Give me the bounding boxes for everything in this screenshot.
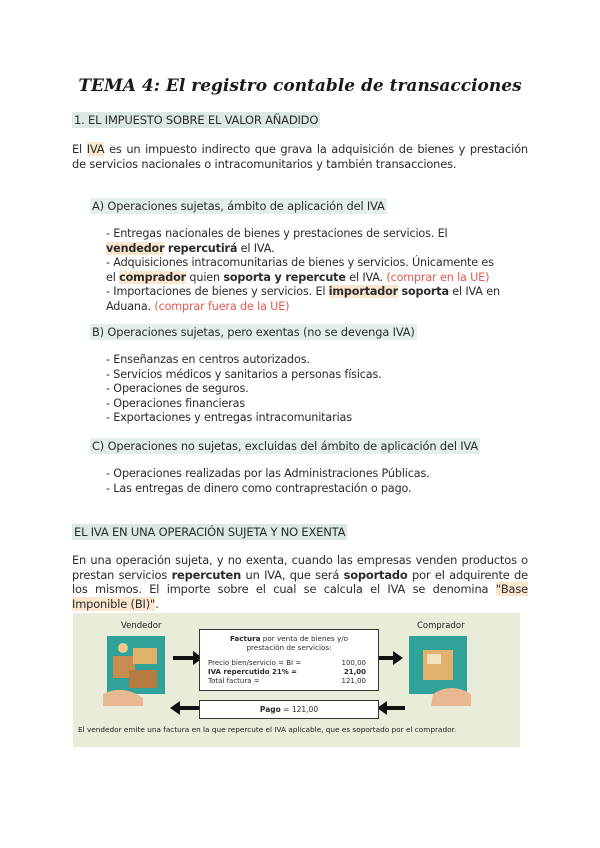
arrow-left-icon xyxy=(170,701,200,715)
buyer-label: Comprador xyxy=(417,621,465,631)
subsection-b-list xyxy=(106,353,528,426)
invoice-row-label: Precio bien/servicio = BI = xyxy=(208,659,302,667)
invoice-title-text: por venta de bienes y/o xyxy=(260,634,349,643)
subsection-a-heading xyxy=(90,199,387,213)
invoice-row xyxy=(208,677,366,685)
text: el IVA. xyxy=(237,241,275,255)
figure-caption: El vendedor emite una factura en la que repercute el IVA aplicable, que es soportado por el comprador. xyxy=(78,725,457,734)
subsection-c-heading xyxy=(90,439,480,453)
section-heading-iva xyxy=(72,113,320,127)
payment-box xyxy=(199,700,379,719)
bold-text: soporta y repercute xyxy=(223,270,346,284)
invoice-row xyxy=(208,668,366,676)
list-item: - Adquisiciones intracomunitarias de bienes y servicios. Únicamente es xyxy=(106,256,494,270)
list-item: - Operaciones de seguros. xyxy=(106,382,249,396)
list-item: - Operaciones financieras xyxy=(106,396,246,410)
list-item: - Las entregas de dinero como contraprestación o pago. xyxy=(106,481,412,495)
text: El xyxy=(72,142,87,156)
list-item: - Exportaciones y entregas intracomunitarias xyxy=(106,411,352,425)
list-item xyxy=(106,242,528,257)
invoice-row-value: 21,00 xyxy=(343,668,366,676)
text: por el adquirente de los mismos. El importe sobre el cual se calcula el IVA se denomina xyxy=(72,567,528,597)
invoice-row xyxy=(208,659,366,667)
invoice-row-value: 121,00 xyxy=(341,677,366,685)
text: el xyxy=(106,270,120,284)
subsection-a-list xyxy=(106,227,528,315)
text: En una operación sujeta, y no exenta, cuando las empresas venden productos o prestan servicios xyxy=(72,553,528,582)
invoice-row-label: Total factura = xyxy=(208,677,260,685)
invoice-row-label: IVA repercutido 21% = xyxy=(208,668,298,676)
comprador-highlight: comprador xyxy=(119,270,187,284)
arrow-left-icon xyxy=(377,701,405,715)
text: el IVA en xyxy=(448,285,500,299)
list-item xyxy=(106,285,528,300)
text: el IVA. xyxy=(345,270,387,284)
payment-bold: Pago xyxy=(259,705,281,714)
bold-text: repercuten xyxy=(171,567,242,582)
list-item: - Operaciones realizadas por las Administraciones Públicas. xyxy=(106,467,430,480)
list-item xyxy=(106,300,528,315)
invoice-row-value: 100,00 xyxy=(341,659,366,667)
buyer-illustration-icon xyxy=(403,634,471,706)
iva-intro-paragraph xyxy=(72,142,528,171)
text: Aduana. xyxy=(106,299,155,313)
text: . xyxy=(155,596,159,611)
invoice-title xyxy=(200,634,378,652)
text: - Importaciones de bienes y servicios. El xyxy=(106,285,329,299)
invoice-title-bold: Factura xyxy=(229,634,261,643)
invoice-title-line2: prestación de servicios: xyxy=(246,643,332,652)
importador-highlight: importador xyxy=(328,285,399,299)
text: un IVA, que será xyxy=(241,567,344,582)
subsection-c-list xyxy=(106,467,528,496)
section-heading-text: 1. EL IMPUESTO SOBRE EL VALOR AÑADIDO xyxy=(74,113,319,127)
invoice-box xyxy=(199,629,379,691)
list-item: - Servicios médicos y sanitarios a personas físicas. xyxy=(106,367,382,381)
subsection-b-heading xyxy=(90,325,417,339)
list-item xyxy=(106,271,528,286)
bold-text: soporta xyxy=(401,285,449,299)
red-note: (comprar fuera de la UE) xyxy=(154,299,290,313)
subsection-b-text: B) Operaciones sujetas, pero exentas (no se devenga IVA) xyxy=(92,325,415,339)
subsection-c-text: C) Operaciones no sujetas, excluidas del ámbito de aplicación del IVA xyxy=(92,439,479,453)
section-heading-operacion xyxy=(72,525,347,539)
seller-label: Vendedor xyxy=(121,621,162,631)
invoice-diagram xyxy=(73,613,520,747)
text: quien xyxy=(186,270,224,284)
subsection-a-text: A) Operaciones sujetas, ámbito de aplicación del IVA xyxy=(92,199,385,213)
arrow-right-icon xyxy=(379,651,403,665)
list-item: - Entregas nacionales de bienes y prestaciones de servicios. El xyxy=(106,227,448,240)
page-title: TEMA 4: El registro contable de transacciones xyxy=(78,76,522,96)
base-imponible-highlight: "Base Imponible (BI)" xyxy=(72,582,528,611)
bold-text: soportado xyxy=(343,567,408,582)
vendedor-highlight: vendedor xyxy=(106,241,165,255)
iva-highlight: IVA xyxy=(86,142,105,156)
operacion-paragraph xyxy=(72,553,528,611)
payment-amount: = 121,00 xyxy=(280,705,319,714)
red-note: (comprar en la UE) xyxy=(386,270,490,284)
section-heading-text: EL IVA EN UNA OPERACIÓN SUJETA Y NO EXENTA xyxy=(74,525,346,539)
list-item: - Enseñanzas en centros autorizados. xyxy=(106,353,310,366)
bold-text: repercutirá xyxy=(167,241,238,255)
seller-illustration-icon xyxy=(103,634,171,706)
text: es un impuesto indirecto que grava la adquisición de bienes y prestación de servicios nacionales o intracomunitarios y también transacciones. xyxy=(72,142,528,171)
